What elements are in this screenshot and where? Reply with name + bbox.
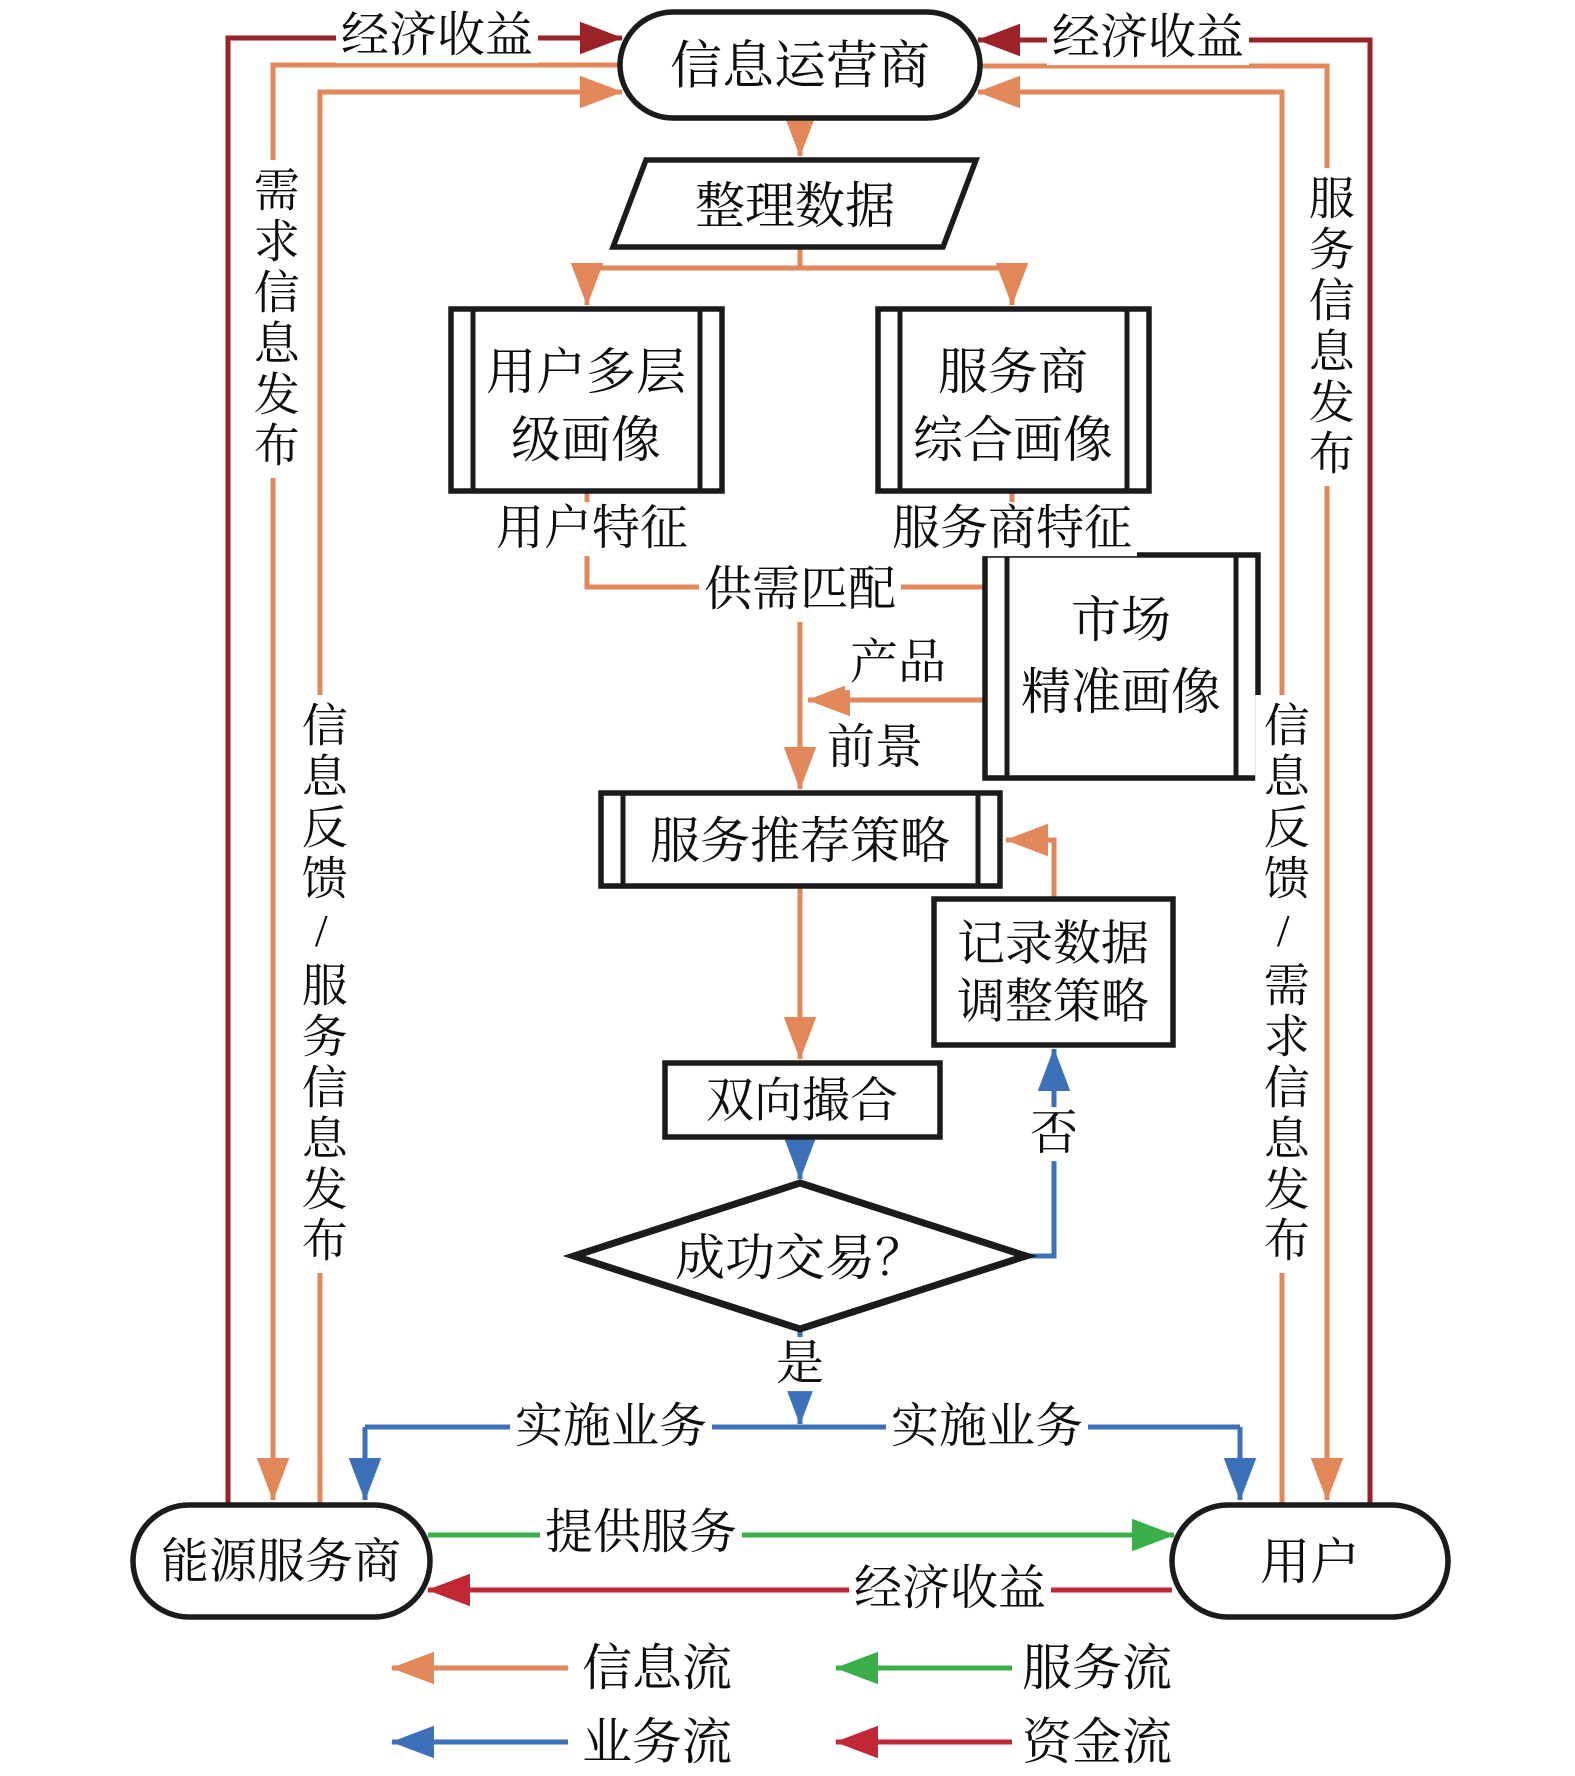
- label-demand-info-publish: 需求信息发布: [245, 160, 301, 478]
- label-provide-service: 提供服务: [540, 1506, 742, 1560]
- label-user-features: 用户特征: [491, 502, 693, 556]
- market-portrait-line1: 市场: [1071, 592, 1171, 648]
- provider-portrait-line2: 综合画像: [913, 412, 1113, 468]
- label-implement-business-right: 实施业务: [886, 1400, 1088, 1454]
- record-adjust-line1: 记录数据: [956, 917, 1150, 971]
- legend-information-flow-label: 信息流: [582, 1640, 732, 1696]
- label-yes: 是: [771, 1337, 829, 1391]
- label-supply-demand-matching: 供需匹配: [699, 563, 901, 617]
- user-portrait-line1: 用户多层: [486, 344, 686, 400]
- service-recommend-strategy-label: 服务推荐策略: [650, 813, 950, 869]
- user-label: 用户: [1260, 1534, 1360, 1590]
- label-service-info-publish: 服务信息发布: [1300, 168, 1356, 486]
- label-economic-benefit-bottom: 经济收益: [849, 1562, 1051, 1616]
- market-portrait-line2: 精准画像: [1021, 664, 1221, 720]
- provider-portrait-line1: 服务商: [938, 344, 1088, 400]
- edge-feedback-demand-publish: [978, 92, 1282, 1505]
- edge-adjust-to-strategy: [1006, 840, 1054, 899]
- record-adjust-line2: 调整策略: [956, 975, 1150, 1029]
- label-implement-business-left: 实施业务: [510, 1400, 712, 1454]
- label-feedback-demand-publish: 信息反馈/需求信息发布: [1255, 695, 1311, 1273]
- bidirectional-matching-label: 双向撮合: [705, 1074, 899, 1128]
- label-product-prospect-line1: 产品: [845, 636, 951, 690]
- label-provider-features: 服务商特征: [887, 502, 1137, 556]
- label-economic-benefit-top-right: 经济收益: [1047, 11, 1249, 65]
- label-product-prospect-line2: 前景: [822, 721, 928, 775]
- legend-service-flow-label: 服务流: [1022, 1640, 1172, 1696]
- energy-service-provider-label: 能源服务商: [160, 1535, 402, 1589]
- edge-organize-split: [587, 247, 1012, 268]
- label-economic-benefit-top-left: 经济收益: [336, 9, 538, 63]
- organize-data-label: 整理数据: [695, 178, 895, 234]
- label-no: 否: [1025, 1107, 1083, 1161]
- legend-business-flow-label: 业务流: [582, 1714, 732, 1770]
- info-operator-label: 信息运营商: [669, 38, 931, 96]
- edge-feedback-service-publish: [320, 92, 622, 1505]
- user-portrait-line2: 级画像: [511, 412, 661, 468]
- transaction-decision-label: 成功交易？: [675, 1230, 925, 1286]
- legend-capital-flow-label: 资金流: [1022, 1714, 1172, 1770]
- label-feedback-service-publish: 信息反馈/服务信息发布: [293, 695, 349, 1273]
